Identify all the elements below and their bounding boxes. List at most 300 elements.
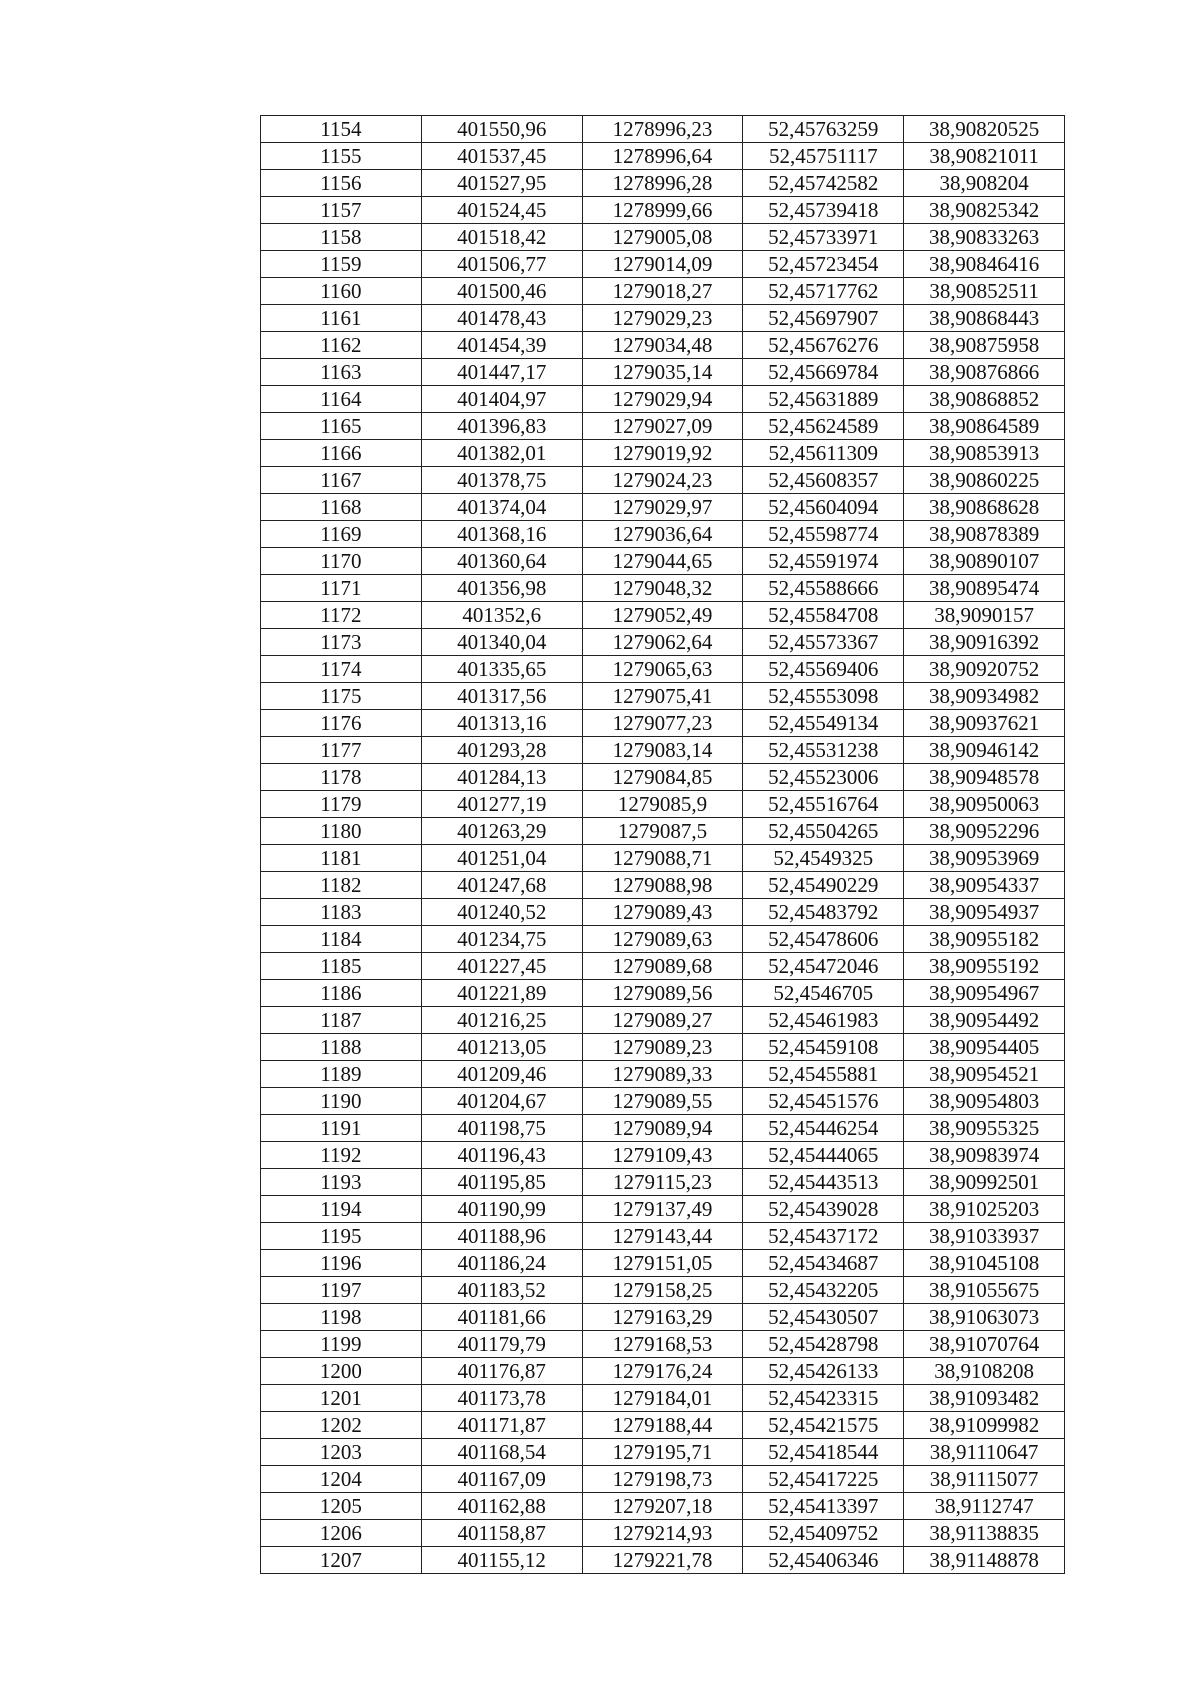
y-coordinate-cell: 1279029,97 — [582, 494, 743, 521]
table-row — [261, 116, 1065, 143]
longitude-cell: 38,90868852 — [904, 386, 1065, 413]
y-coordinate-cell: 1279163,29 — [582, 1304, 743, 1331]
table-row — [261, 386, 1065, 413]
latitude-cell: 52,45483792 — [743, 899, 904, 926]
latitude-cell: 52,45553098 — [743, 683, 904, 710]
table-row — [261, 575, 1065, 602]
point-number-cell: 1169 — [261, 521, 422, 548]
table-row — [261, 1358, 1065, 1385]
latitude-cell: 52,45490229 — [743, 872, 904, 899]
latitude-cell: 52,45604094 — [743, 494, 904, 521]
x-coordinate-cell: 401162,88 — [421, 1493, 582, 1520]
latitude-cell: 52,45611309 — [743, 440, 904, 467]
y-coordinate-cell: 1279029,23 — [582, 305, 743, 332]
table-row — [261, 629, 1065, 656]
point-number-cell: 1180 — [261, 818, 422, 845]
x-coordinate-cell: 401454,39 — [421, 332, 582, 359]
x-coordinate-cell: 401500,46 — [421, 278, 582, 305]
point-number-cell: 1157 — [261, 197, 422, 224]
x-coordinate-cell: 401247,68 — [421, 872, 582, 899]
table-row — [261, 143, 1065, 170]
latitude-cell: 52,45423315 — [743, 1385, 904, 1412]
longitude-cell: 38,90948578 — [904, 764, 1065, 791]
y-coordinate-cell: 1279088,98 — [582, 872, 743, 899]
longitude-cell: 38,91070764 — [904, 1331, 1065, 1358]
table-row — [261, 1331, 1065, 1358]
x-coordinate-cell: 401524,45 — [421, 197, 582, 224]
latitude-cell: 52,45631889 — [743, 386, 904, 413]
x-coordinate-cell: 401335,65 — [421, 656, 582, 683]
longitude-cell: 38,90950063 — [904, 791, 1065, 818]
point-number-cell: 1176 — [261, 710, 422, 737]
latitude-cell: 52,45451576 — [743, 1088, 904, 1115]
x-coordinate-cell: 401179,79 — [421, 1331, 582, 1358]
y-coordinate-cell: 1279207,18 — [582, 1493, 743, 1520]
longitude-cell: 38,91099982 — [904, 1412, 1065, 1439]
table-row — [261, 683, 1065, 710]
x-coordinate-cell: 401158,87 — [421, 1520, 582, 1547]
y-coordinate-cell: 1279014,09 — [582, 251, 743, 278]
y-coordinate-cell: 1279027,09 — [582, 413, 743, 440]
table-row — [261, 953, 1065, 980]
point-number-cell: 1156 — [261, 170, 422, 197]
table-row — [261, 197, 1065, 224]
longitude-cell: 38,90864589 — [904, 413, 1065, 440]
table-row — [261, 305, 1065, 332]
longitude-cell: 38,90853913 — [904, 440, 1065, 467]
longitude-cell: 38,91110647 — [904, 1439, 1065, 1466]
longitude-cell: 38,90820525 — [904, 116, 1065, 143]
y-coordinate-cell: 1279089,68 — [582, 953, 743, 980]
latitude-cell: 52,45742582 — [743, 170, 904, 197]
point-number-cell: 1179 — [261, 791, 422, 818]
longitude-cell: 38,90860225 — [904, 467, 1065, 494]
latitude-cell: 52,45531238 — [743, 737, 904, 764]
latitude-cell: 52,45591974 — [743, 548, 904, 575]
latitude-cell: 52,45430507 — [743, 1304, 904, 1331]
point-number-cell: 1165 — [261, 413, 422, 440]
y-coordinate-cell: 1279029,94 — [582, 386, 743, 413]
point-number-cell: 1177 — [261, 737, 422, 764]
table-row — [261, 1061, 1065, 1088]
point-number-cell: 1207 — [261, 1547, 422, 1574]
y-coordinate-cell: 1279036,64 — [582, 521, 743, 548]
x-coordinate-cell: 401506,77 — [421, 251, 582, 278]
point-number-cell: 1178 — [261, 764, 422, 791]
y-coordinate-cell: 1279089,43 — [582, 899, 743, 926]
longitude-cell: 38,90992501 — [904, 1169, 1065, 1196]
x-coordinate-cell: 401186,24 — [421, 1250, 582, 1277]
latitude-cell: 52,45446254 — [743, 1115, 904, 1142]
table-row — [261, 494, 1065, 521]
point-number-cell: 1163 — [261, 359, 422, 386]
longitude-cell: 38,90952296 — [904, 818, 1065, 845]
latitude-cell: 52,45584708 — [743, 602, 904, 629]
x-coordinate-cell: 401340,04 — [421, 629, 582, 656]
point-number-cell: 1201 — [261, 1385, 422, 1412]
point-number-cell: 1170 — [261, 548, 422, 575]
y-coordinate-cell: 1279024,23 — [582, 467, 743, 494]
point-number-cell: 1192 — [261, 1142, 422, 1169]
table-row — [261, 1034, 1065, 1061]
point-number-cell: 1173 — [261, 629, 422, 656]
x-coordinate-cell: 401313,16 — [421, 710, 582, 737]
latitude-cell: 52,45432205 — [743, 1277, 904, 1304]
y-coordinate-cell: 1279214,93 — [582, 1520, 743, 1547]
table-row — [261, 1115, 1065, 1142]
x-coordinate-cell: 401196,43 — [421, 1142, 582, 1169]
x-coordinate-cell: 401198,75 — [421, 1115, 582, 1142]
x-coordinate-cell: 401181,66 — [421, 1304, 582, 1331]
table-row — [261, 845, 1065, 872]
table-row — [261, 764, 1065, 791]
y-coordinate-cell: 1279044,65 — [582, 548, 743, 575]
x-coordinate-cell: 401382,01 — [421, 440, 582, 467]
y-coordinate-cell: 1279065,63 — [582, 656, 743, 683]
y-coordinate-cell: 1279168,53 — [582, 1331, 743, 1358]
latitude-cell: 52,45624589 — [743, 413, 904, 440]
table-row — [261, 251, 1065, 278]
longitude-cell: 38,90878389 — [904, 521, 1065, 548]
longitude-cell: 38,90954521 — [904, 1061, 1065, 1088]
latitude-cell: 52,45697907 — [743, 305, 904, 332]
point-number-cell: 1184 — [261, 926, 422, 953]
longitude-cell: 38,91138835 — [904, 1520, 1065, 1547]
latitude-cell: 52,45588666 — [743, 575, 904, 602]
table-row — [261, 602, 1065, 629]
table-row — [261, 1385, 1065, 1412]
y-coordinate-cell: 1279158,25 — [582, 1277, 743, 1304]
y-coordinate-cell: 1279062,64 — [582, 629, 743, 656]
point-number-cell: 1193 — [261, 1169, 422, 1196]
point-number-cell: 1172 — [261, 602, 422, 629]
point-number-cell: 1168 — [261, 494, 422, 521]
x-coordinate-cell: 401183,52 — [421, 1277, 582, 1304]
y-coordinate-cell: 1279184,01 — [582, 1385, 743, 1412]
longitude-cell: 38,91148878 — [904, 1547, 1065, 1574]
table-row — [261, 926, 1065, 953]
y-coordinate-cell: 1279115,23 — [582, 1169, 743, 1196]
y-coordinate-cell: 1279052,49 — [582, 602, 743, 629]
point-number-cell: 1204 — [261, 1466, 422, 1493]
latitude-cell: 52,45733971 — [743, 224, 904, 251]
longitude-cell: 38,90852511 — [904, 278, 1065, 305]
latitude-cell: 52,45669784 — [743, 359, 904, 386]
latitude-cell: 52,45406346 — [743, 1547, 904, 1574]
table-row — [261, 359, 1065, 386]
latitude-cell: 52,45437172 — [743, 1223, 904, 1250]
longitude-cell: 38,90920752 — [904, 656, 1065, 683]
x-coordinate-cell: 401263,29 — [421, 818, 582, 845]
y-coordinate-cell: 1279035,14 — [582, 359, 743, 386]
x-coordinate-cell: 401352,6 — [421, 602, 582, 629]
latitude-cell: 52,45504265 — [743, 818, 904, 845]
table-row — [261, 1547, 1065, 1574]
x-coordinate-cell: 401251,04 — [421, 845, 582, 872]
latitude-cell: 52,45763259 — [743, 116, 904, 143]
latitude-cell: 52,45598774 — [743, 521, 904, 548]
y-coordinate-cell: 1279089,55 — [582, 1088, 743, 1115]
longitude-cell: 38,90983974 — [904, 1142, 1065, 1169]
longitude-cell: 38,91025203 — [904, 1196, 1065, 1223]
point-number-cell: 1203 — [261, 1439, 422, 1466]
table-row — [261, 818, 1065, 845]
x-coordinate-cell: 401204,67 — [421, 1088, 582, 1115]
y-coordinate-cell: 1279089,33 — [582, 1061, 743, 1088]
point-number-cell: 1167 — [261, 467, 422, 494]
longitude-cell: 38,90890107 — [904, 548, 1065, 575]
table-row — [261, 521, 1065, 548]
x-coordinate-cell: 401374,04 — [421, 494, 582, 521]
table-row — [261, 1277, 1065, 1304]
y-coordinate-cell: 1279188,44 — [582, 1412, 743, 1439]
point-number-cell: 1175 — [261, 683, 422, 710]
longitude-cell: 38,9108208 — [904, 1358, 1065, 1385]
point-number-cell: 1187 — [261, 1007, 422, 1034]
point-number-cell: 1194 — [261, 1196, 422, 1223]
coordinate-table-body — [261, 116, 1065, 1574]
latitude-cell: 52,45417225 — [743, 1466, 904, 1493]
point-number-cell: 1190 — [261, 1088, 422, 1115]
x-coordinate-cell: 401240,52 — [421, 899, 582, 926]
latitude-cell: 52,45439028 — [743, 1196, 904, 1223]
longitude-cell: 38,91045108 — [904, 1250, 1065, 1277]
point-number-cell: 1202 — [261, 1412, 422, 1439]
x-coordinate-cell: 401227,45 — [421, 953, 582, 980]
point-number-cell: 1199 — [261, 1331, 422, 1358]
y-coordinate-cell: 1279221,78 — [582, 1547, 743, 1574]
point-number-cell: 1154 — [261, 116, 422, 143]
x-coordinate-cell: 401527,95 — [421, 170, 582, 197]
latitude-cell: 52,45434687 — [743, 1250, 904, 1277]
longitude-cell: 38,90875958 — [904, 332, 1065, 359]
x-coordinate-cell: 401518,42 — [421, 224, 582, 251]
x-coordinate-cell: 401188,96 — [421, 1223, 582, 1250]
x-coordinate-cell: 401173,78 — [421, 1385, 582, 1412]
latitude-cell: 52,45723454 — [743, 251, 904, 278]
latitude-cell: 52,45523006 — [743, 764, 904, 791]
x-coordinate-cell: 401221,89 — [421, 980, 582, 1007]
point-number-cell: 1159 — [261, 251, 422, 278]
table-row — [261, 710, 1065, 737]
table-row — [261, 1439, 1065, 1466]
table-row — [261, 1196, 1065, 1223]
x-coordinate-cell: 401213,05 — [421, 1034, 582, 1061]
latitude-cell: 52,45676276 — [743, 332, 904, 359]
table-row — [261, 1088, 1065, 1115]
point-number-cell: 1158 — [261, 224, 422, 251]
y-coordinate-cell: 1279089,94 — [582, 1115, 743, 1142]
longitude-cell: 38,91033937 — [904, 1223, 1065, 1250]
longitude-cell: 38,90954937 — [904, 899, 1065, 926]
table-row — [261, 278, 1065, 305]
y-coordinate-cell: 1279018,27 — [582, 278, 743, 305]
longitude-cell: 38,90954803 — [904, 1088, 1065, 1115]
point-number-cell: 1186 — [261, 980, 422, 1007]
y-coordinate-cell: 1279089,27 — [582, 1007, 743, 1034]
y-coordinate-cell: 1279088,71 — [582, 845, 743, 872]
x-coordinate-cell: 401360,64 — [421, 548, 582, 575]
y-coordinate-cell: 1279198,73 — [582, 1466, 743, 1493]
table-row — [261, 1007, 1065, 1034]
longitude-cell: 38,9112747 — [904, 1493, 1065, 1520]
x-coordinate-cell: 401356,98 — [421, 575, 582, 602]
longitude-cell: 38,91063073 — [904, 1304, 1065, 1331]
longitude-cell: 38,90955182 — [904, 926, 1065, 953]
longitude-cell: 38,90955325 — [904, 1115, 1065, 1142]
longitude-cell: 38,90846416 — [904, 251, 1065, 278]
x-coordinate-cell: 401171,87 — [421, 1412, 582, 1439]
table-row — [261, 1520, 1065, 1547]
x-coordinate-cell: 401396,83 — [421, 413, 582, 440]
point-number-cell: 1160 — [261, 278, 422, 305]
table-row — [261, 899, 1065, 926]
latitude-cell: 52,45549134 — [743, 710, 904, 737]
latitude-cell: 52,45421575 — [743, 1412, 904, 1439]
point-number-cell: 1197 — [261, 1277, 422, 1304]
latitude-cell: 52,45428798 — [743, 1331, 904, 1358]
point-number-cell: 1183 — [261, 899, 422, 926]
latitude-cell: 52,45573367 — [743, 629, 904, 656]
x-coordinate-cell: 401293,28 — [421, 737, 582, 764]
y-coordinate-cell: 1279089,56 — [582, 980, 743, 1007]
x-coordinate-cell: 401378,75 — [421, 467, 582, 494]
point-number-cell: 1189 — [261, 1061, 422, 1088]
point-number-cell: 1171 — [261, 575, 422, 602]
table-row — [261, 872, 1065, 899]
longitude-cell: 38,90954405 — [904, 1034, 1065, 1061]
y-coordinate-cell: 1279089,23 — [582, 1034, 743, 1061]
longitude-cell: 38,90955192 — [904, 953, 1065, 980]
longitude-cell: 38,91055675 — [904, 1277, 1065, 1304]
table-row — [261, 548, 1065, 575]
longitude-cell: 38,90868628 — [904, 494, 1065, 521]
y-coordinate-cell: 1279137,49 — [582, 1196, 743, 1223]
longitude-cell: 38,90934982 — [904, 683, 1065, 710]
x-coordinate-cell: 401478,43 — [421, 305, 582, 332]
longitude-cell: 38,90954337 — [904, 872, 1065, 899]
latitude-cell: 52,45426133 — [743, 1358, 904, 1385]
latitude-cell: 52,45409752 — [743, 1520, 904, 1547]
y-coordinate-cell: 1279143,44 — [582, 1223, 743, 1250]
point-number-cell: 1206 — [261, 1520, 422, 1547]
longitude-cell: 38,908204 — [904, 170, 1065, 197]
longitude-cell: 38,91093482 — [904, 1385, 1065, 1412]
point-number-cell: 1162 — [261, 332, 422, 359]
y-coordinate-cell: 1279083,14 — [582, 737, 743, 764]
coordinate-table — [260, 115, 1065, 1574]
x-coordinate-cell: 401537,45 — [421, 143, 582, 170]
x-coordinate-cell: 401234,75 — [421, 926, 582, 953]
x-coordinate-cell: 401216,25 — [421, 1007, 582, 1034]
y-coordinate-cell: 1278996,64 — [582, 143, 743, 170]
latitude-cell: 52,45413397 — [743, 1493, 904, 1520]
table-row — [261, 656, 1065, 683]
table-row — [261, 980, 1065, 1007]
longitude-cell: 38,90825342 — [904, 197, 1065, 224]
latitude-cell: 52,45478606 — [743, 926, 904, 953]
table-row — [261, 332, 1065, 359]
latitude-cell: 52,45459108 — [743, 1034, 904, 1061]
y-coordinate-cell: 1279084,85 — [582, 764, 743, 791]
longitude-cell: 38,90868443 — [904, 305, 1065, 332]
longitude-cell: 38,90946142 — [904, 737, 1065, 764]
longitude-cell: 38,90937621 — [904, 710, 1065, 737]
x-coordinate-cell: 401284,13 — [421, 764, 582, 791]
longitude-cell: 38,90895474 — [904, 575, 1065, 602]
point-number-cell: 1155 — [261, 143, 422, 170]
latitude-cell: 52,45443513 — [743, 1169, 904, 1196]
table-row — [261, 1493, 1065, 1520]
point-number-cell: 1166 — [261, 440, 422, 467]
latitude-cell: 52,45444065 — [743, 1142, 904, 1169]
y-coordinate-cell: 1279077,23 — [582, 710, 743, 737]
x-coordinate-cell: 401209,46 — [421, 1061, 582, 1088]
x-coordinate-cell: 401317,56 — [421, 683, 582, 710]
latitude-cell: 52,45516764 — [743, 791, 904, 818]
latitude-cell: 52,45569406 — [743, 656, 904, 683]
point-number-cell: 1196 — [261, 1250, 422, 1277]
y-coordinate-cell: 1278996,28 — [582, 170, 743, 197]
table-row — [261, 1142, 1065, 1169]
table-row — [261, 1169, 1065, 1196]
x-coordinate-cell: 401167,09 — [421, 1466, 582, 1493]
x-coordinate-cell: 401447,17 — [421, 359, 582, 386]
x-coordinate-cell: 401277,19 — [421, 791, 582, 818]
y-coordinate-cell: 1279019,92 — [582, 440, 743, 467]
y-coordinate-cell: 1279109,43 — [582, 1142, 743, 1169]
table-row — [261, 1304, 1065, 1331]
y-coordinate-cell: 1279034,48 — [582, 332, 743, 359]
point-number-cell: 1198 — [261, 1304, 422, 1331]
latitude-cell: 52,45717762 — [743, 278, 904, 305]
latitude-cell: 52,45455881 — [743, 1061, 904, 1088]
x-coordinate-cell: 401404,97 — [421, 386, 582, 413]
longitude-cell: 38,90953969 — [904, 845, 1065, 872]
latitude-cell: 52,45418544 — [743, 1439, 904, 1466]
point-number-cell: 1174 — [261, 656, 422, 683]
point-number-cell: 1181 — [261, 845, 422, 872]
longitude-cell: 38,91115077 — [904, 1466, 1065, 1493]
point-number-cell: 1205 — [261, 1493, 422, 1520]
y-coordinate-cell: 1279048,32 — [582, 575, 743, 602]
point-number-cell: 1195 — [261, 1223, 422, 1250]
point-number-cell: 1188 — [261, 1034, 422, 1061]
x-coordinate-cell: 401168,54 — [421, 1439, 582, 1466]
point-number-cell: 1191 — [261, 1115, 422, 1142]
y-coordinate-cell: 1279195,71 — [582, 1439, 743, 1466]
y-coordinate-cell: 1279151,05 — [582, 1250, 743, 1277]
longitude-cell: 38,90876866 — [904, 359, 1065, 386]
point-number-cell: 1182 — [261, 872, 422, 899]
y-coordinate-cell: 1279085,9 — [582, 791, 743, 818]
longitude-cell: 38,9090157 — [904, 602, 1065, 629]
y-coordinate-cell: 1278996,23 — [582, 116, 743, 143]
table-row — [261, 1223, 1065, 1250]
table-row — [261, 170, 1065, 197]
table-row — [261, 791, 1065, 818]
x-coordinate-cell: 401190,99 — [421, 1196, 582, 1223]
table-row — [261, 737, 1065, 764]
latitude-cell: 52,45461983 — [743, 1007, 904, 1034]
longitude-cell: 38,90954492 — [904, 1007, 1065, 1034]
point-number-cell: 1200 — [261, 1358, 422, 1385]
latitude-cell: 52,45608357 — [743, 467, 904, 494]
y-coordinate-cell: 1279176,24 — [582, 1358, 743, 1385]
point-number-cell: 1164 — [261, 386, 422, 413]
y-coordinate-cell: 1279005,08 — [582, 224, 743, 251]
y-coordinate-cell: 1279087,5 — [582, 818, 743, 845]
